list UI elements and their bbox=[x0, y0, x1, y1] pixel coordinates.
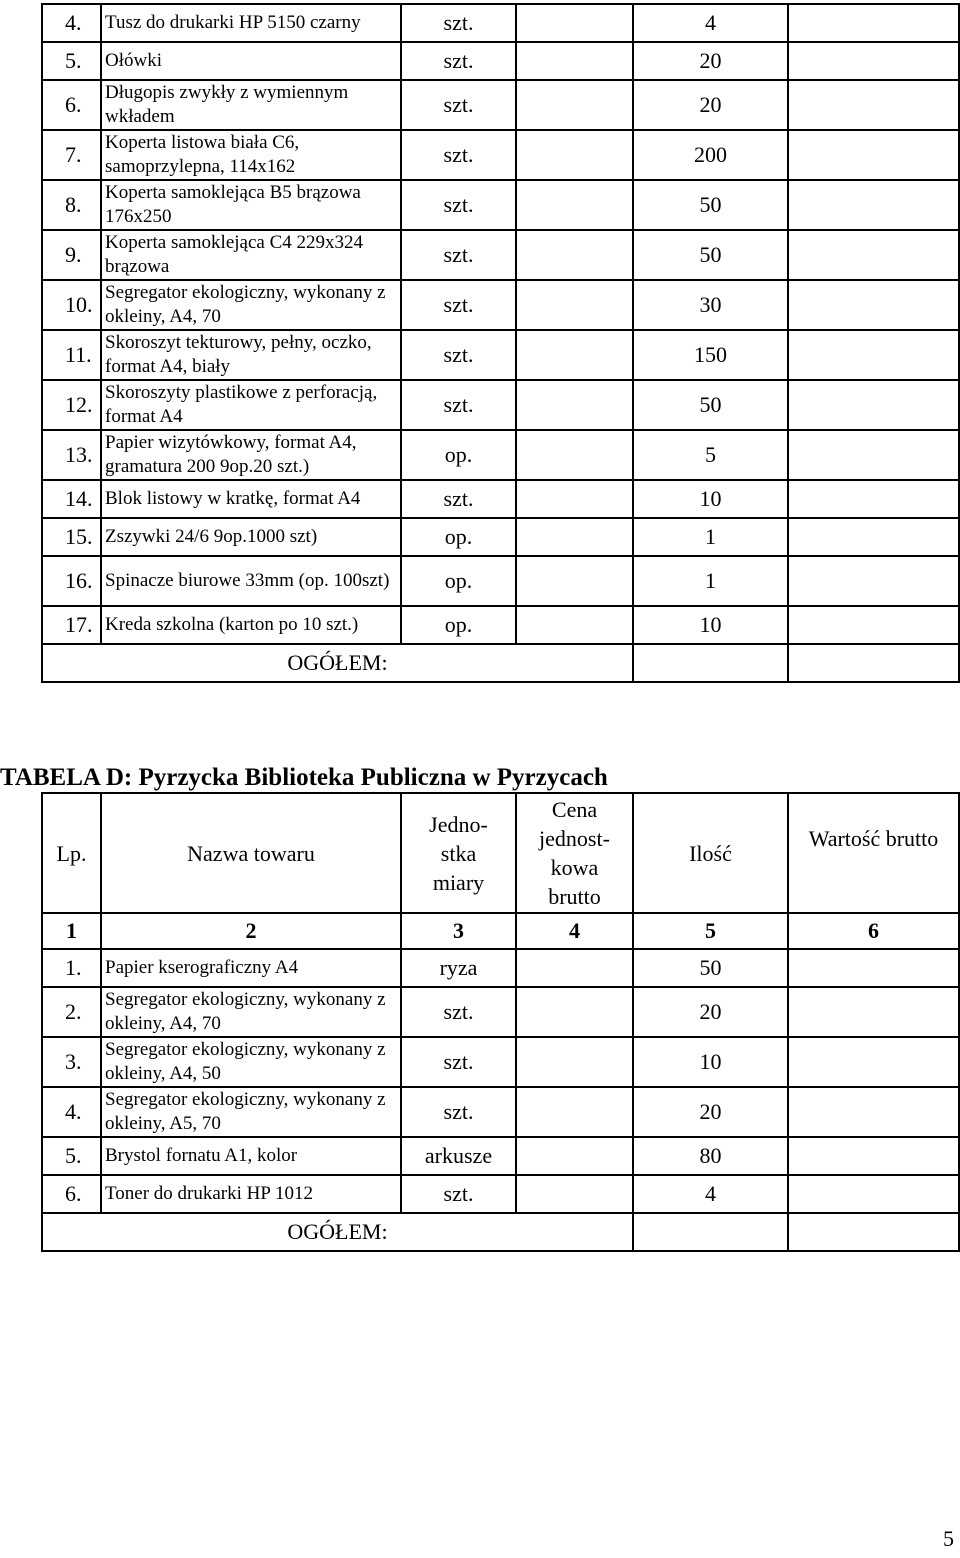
item-unit: szt. bbox=[401, 230, 516, 280]
item-unit: szt. bbox=[401, 280, 516, 330]
item-value bbox=[788, 606, 959, 644]
header-price-line: kowa bbox=[550, 855, 599, 880]
table-items-continued bbox=[41, 3, 960, 683]
item-unit: szt. bbox=[401, 4, 516, 42]
item-price bbox=[516, 518, 633, 556]
item-number: 11. bbox=[42, 330, 101, 380]
item-number: 3. bbox=[42, 1037, 101, 1087]
total-value bbox=[788, 644, 959, 682]
total-row bbox=[42, 644, 959, 682]
item-unit: szt. bbox=[401, 987, 516, 1037]
item-quantity: 4 bbox=[633, 1175, 788, 1213]
item-quantity: 5 bbox=[633, 430, 788, 480]
item-price bbox=[516, 480, 633, 518]
item-quantity: 10 bbox=[633, 606, 788, 644]
item-unit: szt. bbox=[401, 380, 516, 430]
item-quantity: 10 bbox=[633, 1037, 788, 1087]
item-value bbox=[788, 518, 959, 556]
table-row bbox=[42, 380, 959, 430]
item-unit: op. bbox=[401, 556, 516, 606]
table-row bbox=[42, 480, 959, 518]
item-quantity: 50 bbox=[633, 380, 788, 430]
item-name: Koperta samoklejąca C4 229x324 brązowa bbox=[101, 230, 401, 280]
table-row bbox=[42, 80, 959, 130]
item-price bbox=[516, 180, 633, 230]
item-quantity: 150 bbox=[633, 330, 788, 380]
item-value bbox=[788, 280, 959, 330]
header-unit bbox=[401, 793, 516, 913]
item-quantity: 50 bbox=[633, 949, 788, 987]
item-name: Segregator ekologiczny, wykonany z okleiny, A4, 70 bbox=[101, 987, 401, 1037]
item-value bbox=[788, 330, 959, 380]
item-number: 4. bbox=[42, 4, 101, 42]
item-value bbox=[788, 1037, 959, 1087]
table-d bbox=[41, 792, 960, 1252]
item-quantity: 80 bbox=[633, 1137, 788, 1175]
item-name: Zszywki 24/6 9op.1000 szt) bbox=[101, 518, 401, 556]
item-name: Brystol fornatu A1, kolor bbox=[101, 1137, 401, 1175]
item-price bbox=[516, 1175, 633, 1213]
item-unit: op. bbox=[401, 430, 516, 480]
item-number: 7. bbox=[42, 130, 101, 180]
item-unit: szt. bbox=[401, 80, 516, 130]
item-price bbox=[516, 4, 633, 42]
item-unit: ryza bbox=[401, 949, 516, 987]
table-row bbox=[42, 280, 959, 330]
total-row bbox=[42, 1213, 959, 1251]
item-number: 5. bbox=[42, 1137, 101, 1175]
item-quantity: 30 bbox=[633, 280, 788, 330]
item-value bbox=[788, 80, 959, 130]
item-price bbox=[516, 42, 633, 80]
header-price-line: brutto bbox=[548, 884, 601, 909]
item-value bbox=[788, 987, 959, 1037]
item-price bbox=[516, 949, 633, 987]
item-number: 14. bbox=[42, 480, 101, 518]
item-value bbox=[788, 230, 959, 280]
item-name: Toner do drukarki HP 1012 bbox=[101, 1175, 401, 1213]
item-name: Tusz do drukarki HP 5150 czarny bbox=[101, 4, 401, 42]
header-row bbox=[42, 793, 959, 913]
item-price bbox=[516, 987, 633, 1037]
item-unit: szt. bbox=[401, 480, 516, 518]
item-value bbox=[788, 4, 959, 42]
item-price bbox=[516, 1037, 633, 1087]
item-price bbox=[516, 130, 633, 180]
item-number: 2. bbox=[42, 987, 101, 1037]
item-quantity: 20 bbox=[633, 42, 788, 80]
item-value bbox=[788, 130, 959, 180]
table-row bbox=[42, 949, 959, 987]
item-unit: szt. bbox=[401, 1087, 516, 1137]
item-value bbox=[788, 380, 959, 430]
item-quantity: 4 bbox=[633, 4, 788, 42]
header-name: Nazwa towaru bbox=[101, 793, 401, 913]
item-price bbox=[516, 606, 633, 644]
table-row bbox=[42, 987, 959, 1037]
item-name: Koperta samoklejąca B5 brązowa 176x250 bbox=[101, 180, 401, 230]
table-row bbox=[42, 1037, 959, 1087]
item-number: 13. bbox=[42, 430, 101, 480]
item-price bbox=[516, 230, 633, 280]
item-quantity: 200 bbox=[633, 130, 788, 180]
item-value bbox=[788, 430, 959, 480]
item-name: Spinacze biurowe 33mm (op. 100szt) bbox=[101, 556, 401, 606]
item-number: 6. bbox=[42, 1175, 101, 1213]
item-number: 6. bbox=[42, 80, 101, 130]
item-unit: op. bbox=[401, 518, 516, 556]
table-title: TABELA D: Pyrzycka Biblioteka Publiczna w Pyrzycach bbox=[0, 764, 608, 791]
total-label: OGÓŁEM: bbox=[42, 1213, 633, 1251]
item-quantity: 1 bbox=[633, 518, 788, 556]
table-row bbox=[42, 606, 959, 644]
item-unit: arkusze bbox=[401, 1137, 516, 1175]
header-qty: Ilość bbox=[633, 793, 788, 913]
table-row bbox=[42, 556, 959, 606]
item-value bbox=[788, 42, 959, 80]
item-name: Skoroszyty plastikowe z perforacją, format A4 bbox=[101, 380, 401, 430]
column-number-row bbox=[42, 913, 959, 949]
table-row bbox=[42, 1175, 959, 1213]
header-price bbox=[516, 793, 633, 913]
item-value bbox=[788, 180, 959, 230]
item-price bbox=[516, 1137, 633, 1175]
item-number: 17. bbox=[42, 606, 101, 644]
item-name: Blok listowy w kratkę, format A4 bbox=[101, 480, 401, 518]
item-quantity: 1 bbox=[633, 556, 788, 606]
item-number: 9. bbox=[42, 230, 101, 280]
page-number: 5 bbox=[943, 1526, 954, 1551]
item-value bbox=[788, 1137, 959, 1175]
item-quantity: 20 bbox=[633, 1087, 788, 1137]
item-number: 10. bbox=[42, 280, 101, 330]
total-label: OGÓŁEM: bbox=[42, 644, 633, 682]
item-value bbox=[788, 480, 959, 518]
item-number: 1. bbox=[42, 949, 101, 987]
table-row bbox=[42, 330, 959, 380]
item-quantity: 50 bbox=[633, 180, 788, 230]
item-name: Papier wizytówkowy, format A4, gramatura 200 9op.20 szt.) bbox=[101, 430, 401, 480]
item-name: Segregator ekologiczny, wykonany z okleiny, A5, 70 bbox=[101, 1087, 401, 1137]
item-name: Segregator ekologiczny, wykonany z okleiny, A4, 70 bbox=[101, 280, 401, 330]
item-quantity: 50 bbox=[633, 230, 788, 280]
item-quantity: 10 bbox=[633, 480, 788, 518]
table-row bbox=[42, 230, 959, 280]
total-value bbox=[788, 1213, 959, 1251]
table-row bbox=[42, 4, 959, 42]
item-value bbox=[788, 949, 959, 987]
total-qty bbox=[633, 1213, 788, 1251]
column-number: 2 bbox=[101, 913, 401, 949]
item-value bbox=[788, 1087, 959, 1137]
item-number: 15. bbox=[42, 518, 101, 556]
item-number: 16. bbox=[42, 556, 101, 606]
item-price bbox=[516, 380, 633, 430]
item-unit: op. bbox=[401, 606, 516, 644]
item-number: 5. bbox=[42, 42, 101, 80]
item-name: Ołówki bbox=[101, 42, 401, 80]
table-row bbox=[42, 1137, 959, 1175]
item-number: 4. bbox=[42, 1087, 101, 1137]
item-name: Koperta listowa biała C6, samoprzylepna, 114x162 bbox=[101, 130, 401, 180]
header-price-line: Cena bbox=[551, 797, 598, 822]
item-value bbox=[788, 556, 959, 606]
table-row bbox=[42, 518, 959, 556]
header-price-line: jednost- bbox=[539, 826, 610, 851]
item-value bbox=[788, 1175, 959, 1213]
item-unit: szt. bbox=[401, 1175, 516, 1213]
column-number: 1 bbox=[42, 913, 101, 949]
item-unit: szt. bbox=[401, 42, 516, 80]
header-unit-line: Jedno- bbox=[429, 811, 488, 837]
item-price bbox=[516, 556, 633, 606]
item-unit: szt. bbox=[401, 180, 516, 230]
item-name: Skoroszyt tekturowy, pełny, oczko, format A4, biały bbox=[101, 330, 401, 380]
column-number: 5 bbox=[633, 913, 788, 949]
item-quantity: 20 bbox=[633, 80, 788, 130]
header-unit-line: stka bbox=[440, 840, 477, 866]
table-row bbox=[42, 1087, 959, 1137]
item-name: Papier kserograficzny A4 bbox=[101, 949, 401, 987]
item-price bbox=[516, 430, 633, 480]
table-row bbox=[42, 130, 959, 180]
item-quantity: 20 bbox=[633, 987, 788, 1037]
item-price bbox=[516, 1087, 633, 1137]
item-name: Długopis zwykły z wymiennym wkładem bbox=[101, 80, 401, 130]
item-price bbox=[516, 80, 633, 130]
item-unit: szt. bbox=[401, 330, 516, 380]
item-price bbox=[516, 280, 633, 330]
table-row bbox=[42, 42, 959, 80]
header-lp: Lp. bbox=[42, 793, 101, 913]
item-unit: szt. bbox=[401, 1037, 516, 1087]
header-unit-line: miary bbox=[432, 869, 485, 895]
item-number: 8. bbox=[42, 180, 101, 230]
item-name: Segregator ekologiczny, wykonany z okleiny, A4, 50 bbox=[101, 1037, 401, 1087]
table-row bbox=[42, 180, 959, 230]
header-value: Wartość brutto bbox=[788, 793, 959, 913]
table-row bbox=[42, 430, 959, 480]
item-number: 12. bbox=[42, 380, 101, 430]
item-price bbox=[516, 330, 633, 380]
column-number: 3 bbox=[401, 913, 516, 949]
item-name: Kreda szkolna (karton po 10 szt.) bbox=[101, 606, 401, 644]
item-unit: szt. bbox=[401, 130, 516, 180]
column-number: 6 bbox=[788, 913, 959, 949]
total-qty bbox=[633, 644, 788, 682]
column-number: 4 bbox=[516, 913, 633, 949]
